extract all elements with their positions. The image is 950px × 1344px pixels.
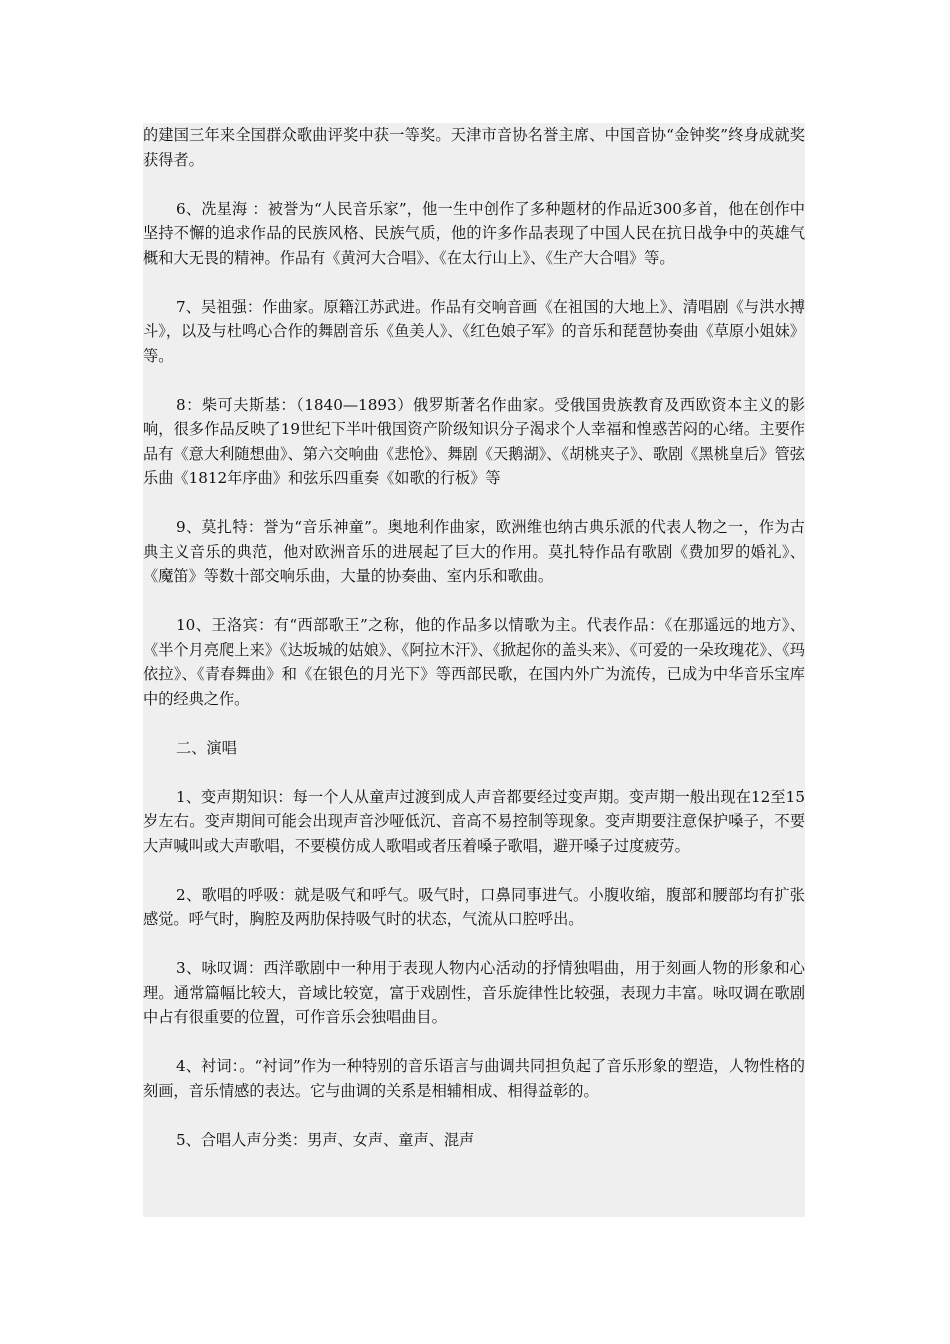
paragraph-mozart: 9、莫扎特：誉为“音乐神童”。奥地利作曲家，欧洲维也纳古典乐派的代表人物之一，作为古典主义音乐的典范，他对欧洲音乐的进展起了巨大的作用。莫扎特作品有歌剧《费加罗的婚礼》、《魔笛》等数十部交响乐曲，大量的协奏曲、室内乐和歌曲。 [143,518,805,585]
paragraph-xian-xinghai: 6、冼星海 ：被誉为“人民音乐家”，他一生中创作了多种题材的作品近300多首，他在创作中坚持不懈的追求作品的民族风格、民族气质，他的许多作品表现了中国人民在抗日战争中的英雄气概和大无畏的精神。作品有《黄河大合唱》、《在太行山上》、《生产大合唱》等。 [143,199,805,267]
paragraph-gap [143,932,805,957]
paragraph-wang-luobin: 10、王洛宾：有“西部歌王”之称，他的作品多以情歌为主。代表作品：《在那遥远的地方》、《半个月亮爬上来》《达坂城的姑娘》、《阿拉木汗》、《掀起你的盖头来》、《可爱的一朵玫瑰花》、《玛依拉》、《青春舞曲》和《在银色的月光下》等西部民歌，在国内外广为流传，已成为中华音乐宝库中的经典之作。 [143,616,805,708]
paragraph-gap [143,1103,805,1128]
paragraph-wu-zuqiang: 7、吴祖强：作曲家。原籍江苏武进。作品有交响音画《在祖国的大地上》、清唱剧《与洪水搏斗》，以及与杜鸣心合作的舞剧音乐《鱼美人》、《红色娘子军》的音乐和琵琶协奏曲《草原小姐妹》等。 [143,297,805,365]
paragraph-breathing: 2、歌唱的呼吸：就是吸气和呼气。吸气时，口鼻同事进气。小腹收缩，腹部和腰部均有扩张感觉。呼气时，胸腔及两肋保持吸气时的状态，气流从口腔呼出。 [143,885,805,928]
paragraph-continuation: 的建国三年来全国群众歌曲评奖中获一等奖。天津市音协名誉主席、中国音协“金钟奖”终身成就奖获得者。 [143,126,805,169]
document-content [143,123,805,1217]
paragraph-gap [143,368,805,393]
paragraph-gap [143,760,805,785]
paragraph-filler-words: 4、衬词：。“衬词”作为一种特别的音乐语言与曲调共同担负起了音乐形象的塑造，人物性格的刻画，音乐情感的表达。它与曲调的关系是相辅相成、相得益彰的。 [143,1057,805,1100]
paragraph-gap [143,172,805,197]
paragraph-gap [143,589,805,614]
paragraph-gap [143,491,805,516]
paragraph-gap [143,270,805,295]
paragraph-tchaikovsky: 8：柴可夫斯基：（1840—1893）俄罗斯著名作曲家。受俄国贵族教育及西欧资本主义的影响，很多作品反映了19世纪下半叶俄国资产阶级知识分子渴求个人幸福和惶惑苦闷的心绪。主要作品有《意大利随想曲》、第六交响曲《悲怆》、舞剧《天鹅湖》、《胡桃夹子》、歌剧《黑桃皇后》管弦乐曲《1812年序曲》和弦乐四重奏《如歌的行板》等 [143,395,805,487]
paragraph-gap [143,858,805,883]
paragraph-aria: 3、咏叹调：西洋歌剧中一种用于表现人物内心活动的抒情独唱曲，用于刻画人物的形象和心理。通常篇幅比较大，音域比较宽，富于戏剧性，音乐旋律性比较强，表现力丰富。咏叹调在歌剧中占有很重要的位置，可作音乐会独唱曲目。 [143,959,805,1026]
paragraph-gap [143,711,805,736]
section-heading-singing: 二、演唱 [176,738,237,757]
paragraph-gap [143,1030,805,1055]
paragraph-voice-change: 1、变声期知识：每一个人从童声过渡到成人声音都要经过变声期。变声期一般出现在12至15岁左右。变声期间可能会出现声音沙哑低沉、音高不易控制等现象。变声期要注意保护嗓子，不要大声喊叫或大声歌唱，不要模仿成人歌唱或者压着嗓子歌唱，避开嗓子过度疲劳。 [143,787,805,855]
paragraph-choir-voices: 5、合唱人声分类：男声、女声、童声、混声 [176,1130,475,1149]
